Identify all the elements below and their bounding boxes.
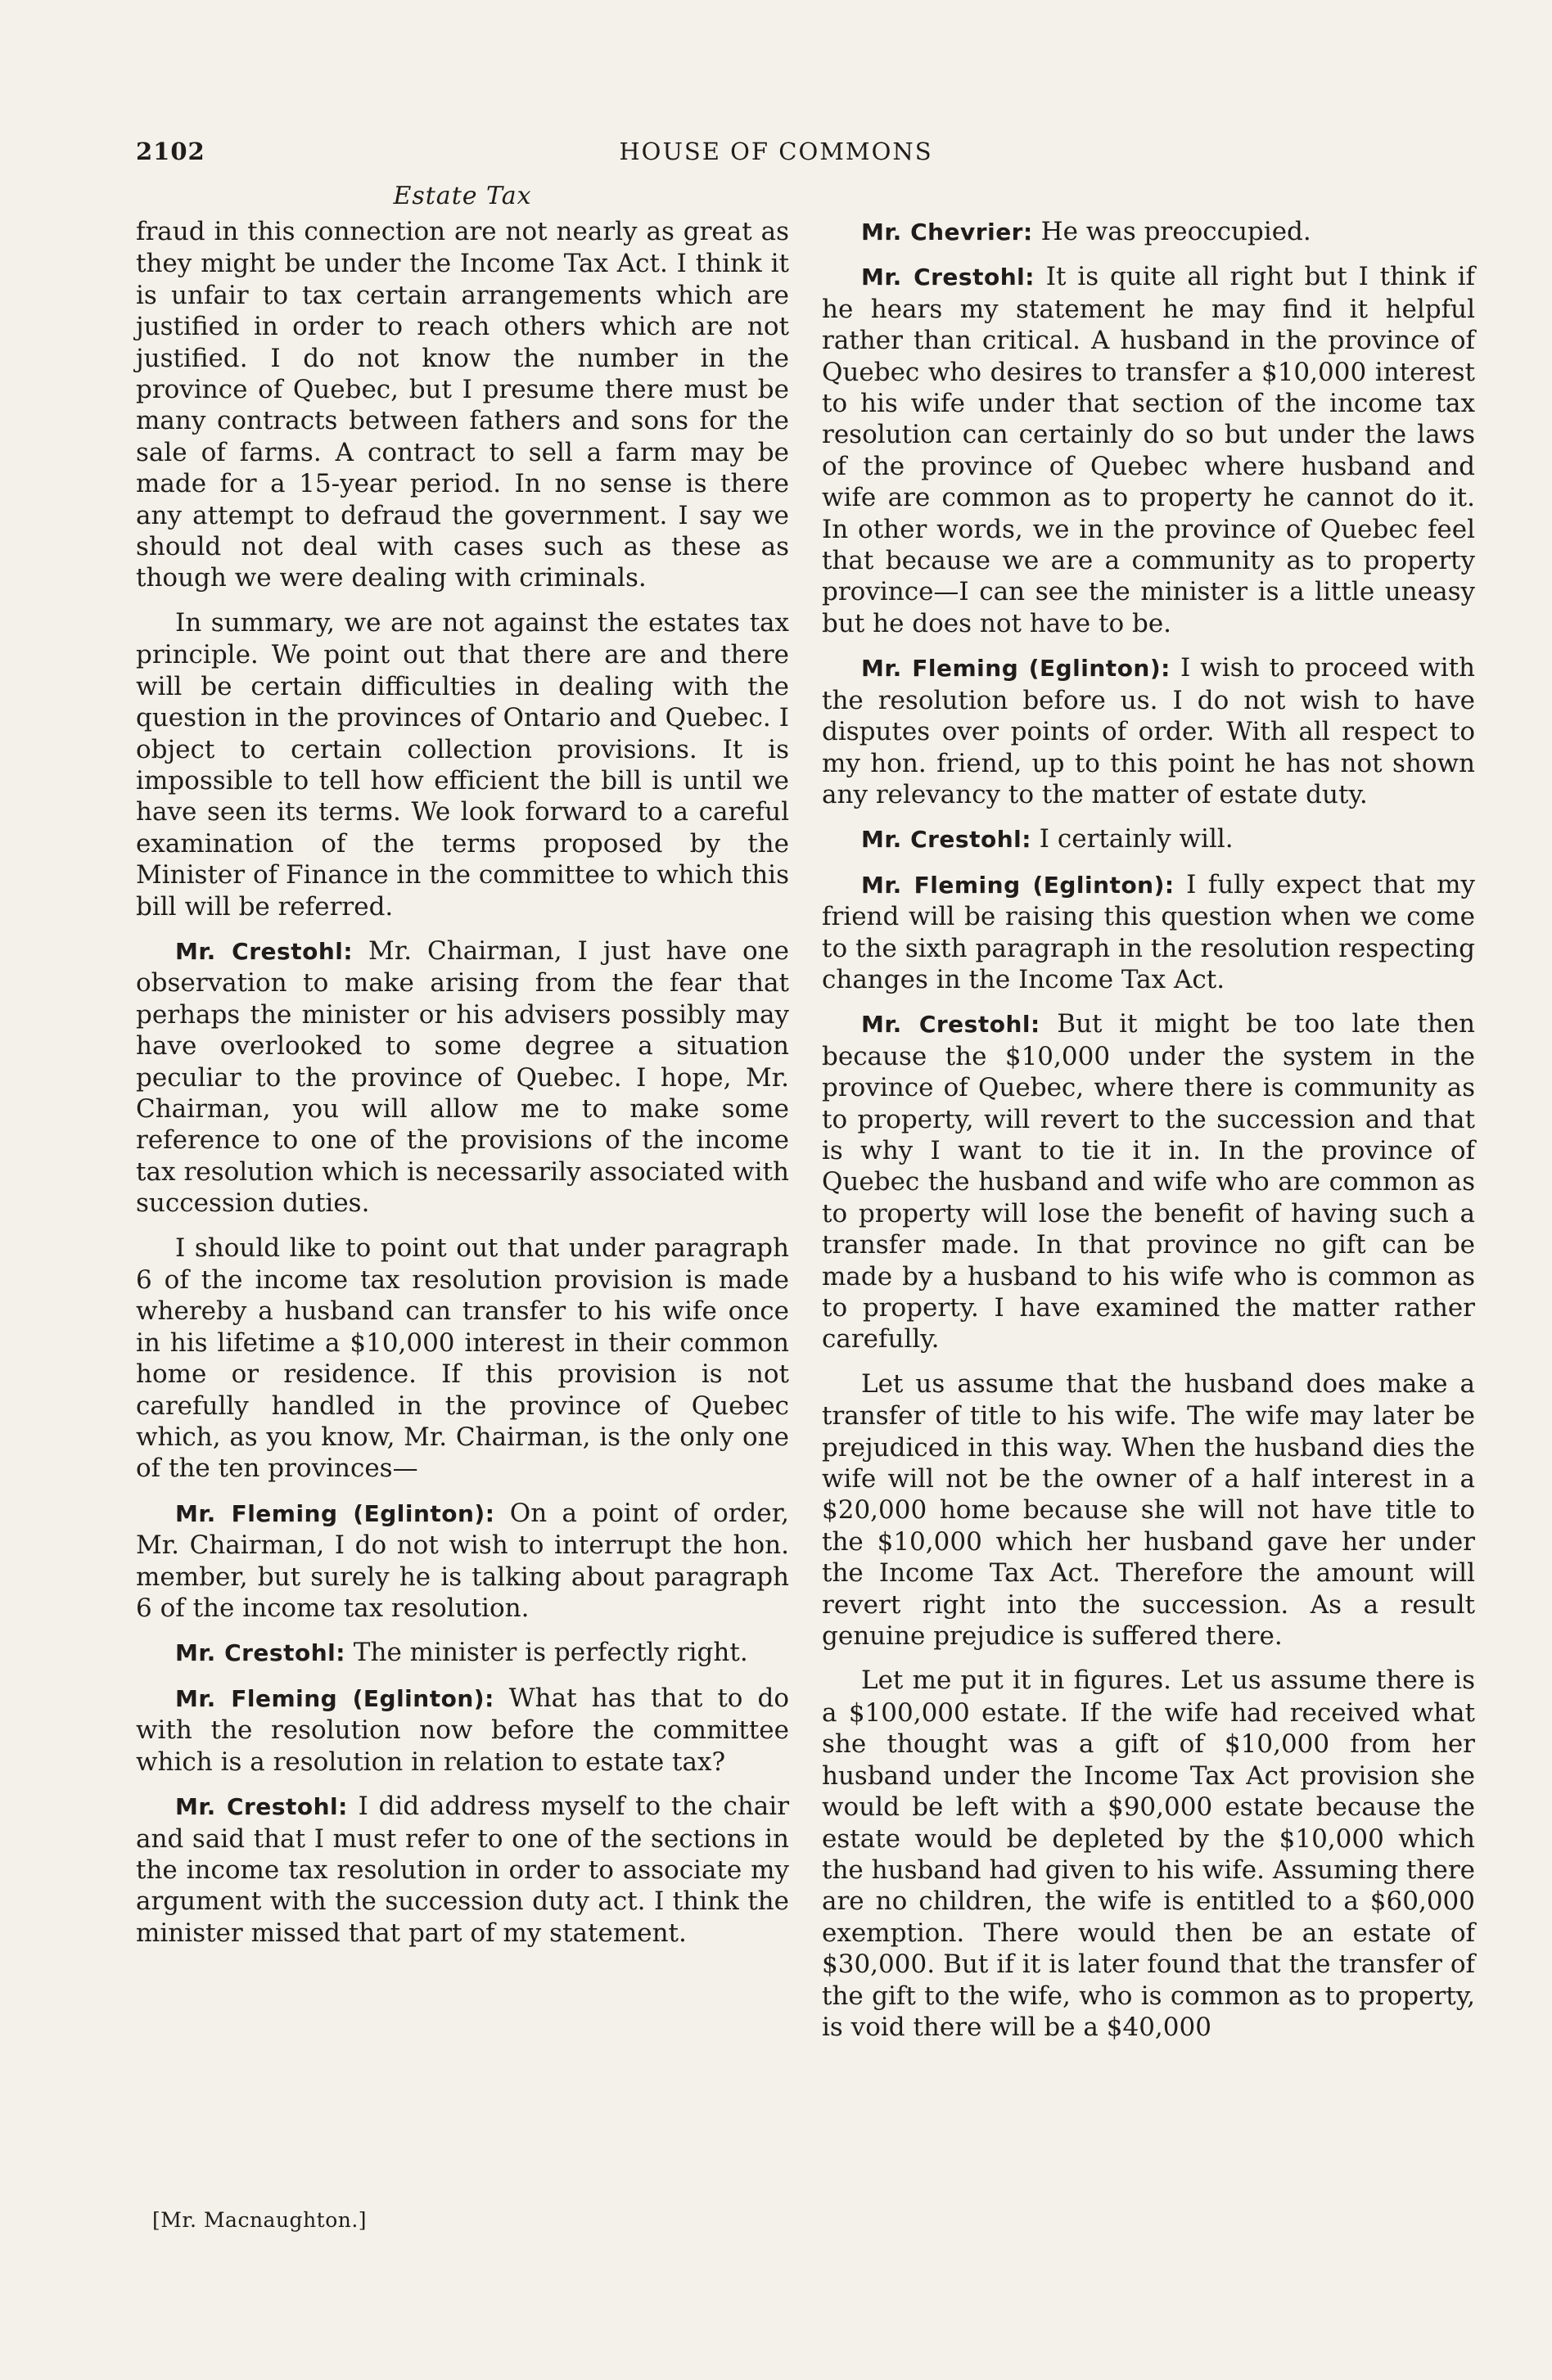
paragraph-text: I fully expect that my friend will be raising this question when we come to the sixth paragraph in the resolution respecting changes in the Income Tax Act. <box>822 869 1475 994</box>
speaker-name: Mr. Crestohl: <box>861 1011 1040 1039</box>
paragraph <box>136 1233 789 1485</box>
speaker-name: Mr. Crestohl: <box>861 826 1031 854</box>
paragraph <box>136 1791 789 1949</box>
right-column <box>822 216 1475 2056</box>
paragraph-text: I did address myself to the chair and said that I must refer to one of the sections in the income tax resolution in order to associate my argument with the succession duty act. I think the minister missed that part of my statement. <box>136 1792 790 1948</box>
running-head: HOUSE OF COMMONS <box>619 137 933 165</box>
paragraph <box>136 216 789 594</box>
paragraph-text: But it might be too late then because the $10,000 under the system in the province of Quebec, where there is community as to property, will revert to the succession and that is why I want to tie it in. In the province of Quebec the husband and wife who are common as to property will lose the benefit of having such a transfer made. In that province no gift can be made by a husband to his wife who is common as to property. I have examined the matter rather carefully. <box>822 1009 1475 1355</box>
paragraph-text: Mr. Chairman, I just have one observation to make arising from the fear that perhaps the minister or his advisers possibly may have overlooked to some degree a situation peculiar to the province of Quebec. I hope, Mr. Chairman, you will allow me to make some reference to one of the provisions of the income tax resolution which is necessarily associated with succession duties. <box>136 935 789 1219</box>
paragraph <box>822 1665 1475 2043</box>
paragraph-text: Let me put it in figures. Let us assume there is a $100,000 estate. If the wife had received what she thought was a gift of $10,000 from her husband under the Income Tax Act provision she would be left with a $90,000 estate because the estate would be depleted by the $10,000 which the husband had given to his wife. Assuming there are no children, the wife is entitled to a $60,000 exemption. There would then be an estate of $30,000. But if it is later found that the transfer of the gift to the wife, who is common as to property, is void there will be a $40,000 <box>822 1666 1475 2042</box>
paragraph-text: fraud in this connection are not nearly as great as they might be under the Income Tax Act. I think it is unfair to tax certain arrangements which are justified in order to reach others which are not justified. I do not know the number in the province of Quebec, but I presume there must be many contracts between fathers and sons for the sale of farms. A contract to sell a farm may be made for a 15-year period. In no sense is there any attempt to defraud the government. I say we should not deal with cases such as these as though we were dealing with criminals. <box>136 217 789 593</box>
paragraph-text: It is quite all right but I think if he hears my statement he may find it helpful rather than critical. A husband in the province of Quebec who desires to transfer a $10,000 interest to his wife under that section of the income tax resolution can certainly do so but under the laws of the province of Quebec where husband and wife are common as to property he cannot do it. In other words, we in the province of Quebec feel that because we are a community as to property province—I can see the minister is a little uneasy but he does not have to be. <box>822 262 1475 638</box>
paragraph <box>822 652 1475 810</box>
speaker-name: Mr. Fleming (Eglinton): <box>861 871 1175 899</box>
paragraph-text: I wish to proceed with the resolution before us. I do not wish to have disputes over points of order. With all respect to my hon. friend, up to this point he has not shown any relevancy to the matter of estate duty. <box>822 653 1476 809</box>
speaker-name: Mr. Crestohl: <box>175 1793 348 1821</box>
left-column <box>136 216 789 1962</box>
paragraph <box>822 869 1475 996</box>
paragraph-text: The minister is perfectly right. <box>353 1638 748 1668</box>
speaker-name: Mr. Fleming (Eglinton): <box>175 1684 494 1712</box>
paragraph-text: On a point of order, Mr. Chairman, I do not wish to interrupt the hon. member, but surely he is talking about paragraph 6 of the income tax resolution. <box>136 1498 790 1624</box>
paragraph <box>136 935 789 1219</box>
paragraph-text: He was preoccupied. <box>1040 217 1311 246</box>
paragraph-text: What has that to do with the resolution now before the committee which is a resolution in relation to estate tax? <box>136 1683 790 1777</box>
paragraph-text: I certainly will. <box>1039 824 1234 854</box>
paragraph <box>136 1498 789 1625</box>
paragraph <box>136 607 789 922</box>
speaker-name: Mr. Crestohl: <box>175 937 354 965</box>
paragraph-text: In summary, we are not against the estates tax principle. We point out that there are and there will be certain difficulties in dealing with the question in the provinces of Ontario and Quebec. I object to certain collection provisions. It is impossible to tell how efficient the bill is until we have seen its terms. We look forward to a careful examination of the terms proposed by the Minister of Finance in the committee to which this bill will be referred. <box>136 607 789 922</box>
speaker-name: Mr. Fleming (Eglinton): <box>175 1499 495 1527</box>
speaker-name: Mr. Crestohl: <box>175 1639 345 1667</box>
paragraph <box>822 1368 1475 1652</box>
paragraph-text: I should like to point out that under paragraph 6 of the income tax resolution provision is made whereby a husband can transfer to his wife once in his lifetime a $10,000 interest in their common home or residence. If this provision is not carefully handled in the province of Quebec which, as you know, Mr. Chairman, is the only one of the ten provinces— <box>136 1233 789 1484</box>
section-title: Estate Tax <box>393 182 532 210</box>
paragraph <box>822 216 1475 248</box>
speaker-name: Mr. Fleming (Eglinton): <box>861 655 1171 683</box>
paragraph <box>822 261 1475 639</box>
footer-note: [Mr. Macnaughton.] <box>152 2208 368 2232</box>
speaker-name: Mr. Crestohl: <box>861 264 1035 291</box>
paragraph <box>822 823 1475 855</box>
paragraph <box>136 1683 789 1778</box>
paragraph-text: Let us assume that the husband does make a transfer of title to his wife. The wife may later be prejudiced in this way. When the husband dies the wife will not be the owner of a half interest in a $20,000 home because she will not have title to the $10,000 which her husband gave her under the Income Tax Act. Therefore the amount will revert right into the succession. As a result genuine prejudice is suffered there. <box>822 1368 1475 1652</box>
paragraph <box>136 1637 789 1669</box>
paragraph <box>822 1008 1475 1355</box>
page-number: 2102 <box>136 137 205 165</box>
speaker-name: Mr. Chevrier: <box>861 219 1033 246</box>
